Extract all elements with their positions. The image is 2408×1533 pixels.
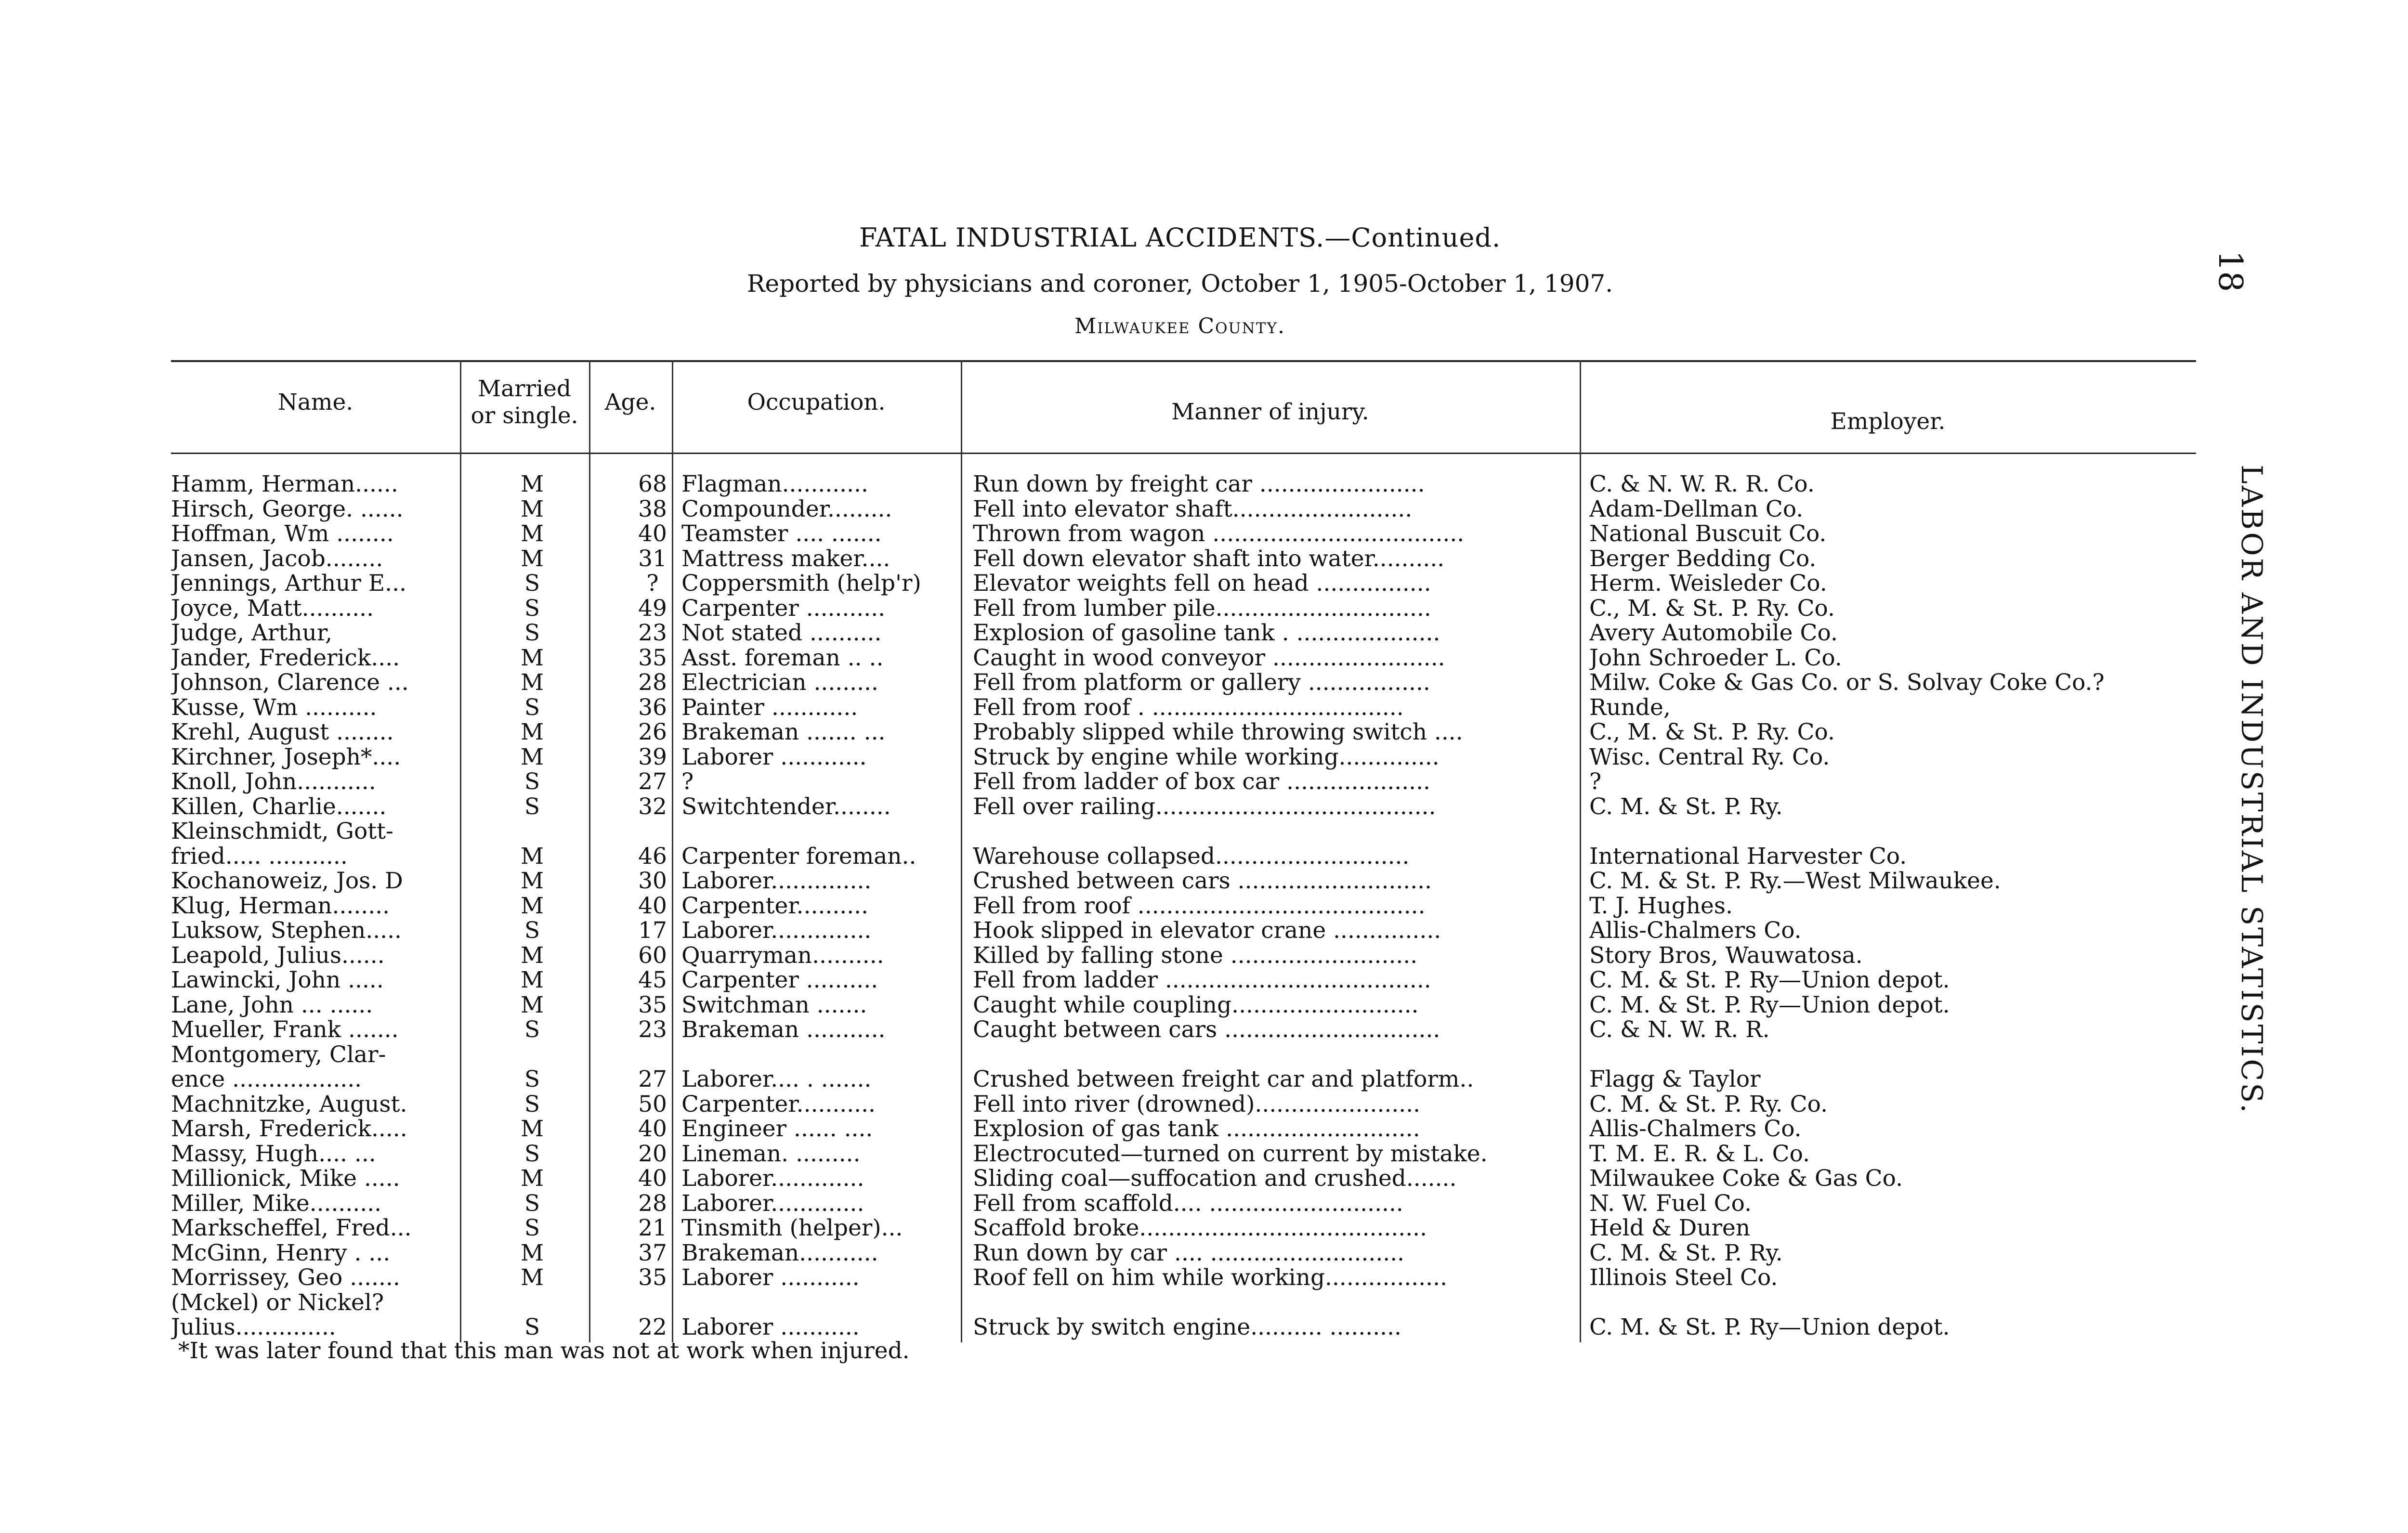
cell-manner-of-injury: Fell down elevator shaft into water.......... bbox=[973, 546, 1445, 572]
cell-manner-of-injury: Sliding coal—suffocation and crushed....... bbox=[973, 1166, 1457, 1191]
cell-employer: Herm. Weisleder Co. bbox=[1589, 571, 1827, 596]
header-married bbox=[460, 376, 589, 429]
cell-married-single: S bbox=[524, 1216, 540, 1241]
cell-occupation: Flagman............ bbox=[681, 472, 868, 497]
cell-occupation: ? bbox=[681, 769, 694, 794]
cell-manner-of-injury: Explosion of gas tank ........................... bbox=[973, 1117, 1420, 1142]
cell-age: 39 bbox=[638, 744, 667, 770]
cell-name: Lane, John ... ...... bbox=[171, 992, 373, 1018]
table-row bbox=[171, 968, 2196, 993]
header-manner: Manner of injury. bbox=[1171, 399, 1369, 425]
cell-name: ence .................. bbox=[171, 1067, 362, 1092]
cell-employer: Berger Bedding Co. bbox=[1589, 546, 1817, 572]
cell-manner-of-injury: Probably slipped while throwing switch .... bbox=[973, 720, 1463, 745]
cell-manner-of-injury: Fell into river (drowned)....................... bbox=[973, 1091, 1421, 1117]
cell-name: Hirsch, George. ...... bbox=[171, 496, 404, 522]
cell-married-single: M bbox=[520, 645, 544, 671]
cell-manner-of-injury: Fell from lumber pile.............................. bbox=[973, 596, 1431, 621]
cell-married-single: M bbox=[520, 869, 544, 894]
cell-married-single: M bbox=[520, 472, 544, 497]
cell-married-single: M bbox=[520, 992, 544, 1018]
cell-age: 21 bbox=[638, 1216, 667, 1241]
cell-employer: Milwaukee Coke & Gas Co. bbox=[1589, 1166, 1903, 1191]
header-married-line1: Married bbox=[477, 376, 571, 402]
cell-employer: John Schroeder L. Co. bbox=[1589, 645, 1842, 671]
cell-married-single: M bbox=[520, 744, 544, 770]
footnote: *It was later found that this man was not at work when injured. bbox=[178, 1338, 910, 1364]
cell-manner-of-injury: Roof fell on him while working................. bbox=[973, 1265, 1448, 1290]
cell-age: 40 bbox=[638, 1117, 667, 1142]
cell-manner-of-injury: Fell from roof . ................................... bbox=[973, 695, 1404, 720]
cell-employer: N. W. Fuel Co. bbox=[1589, 1191, 1752, 1216]
table-row bbox=[171, 1117, 2196, 1142]
cell-employer: C. M. & St. P. Ry.—West Milwaukee. bbox=[1589, 869, 2001, 894]
cell-name: Klug, Herman........ bbox=[171, 893, 390, 919]
header-bottom-rule bbox=[171, 453, 2196, 454]
page-subtitle: Reported by physicians and coroner, October 1, 1905-October 1, 1907. bbox=[746, 270, 1613, 298]
cell-occupation: Laborer ........... bbox=[681, 1315, 860, 1340]
cell-manner-of-injury: Electrocuted—turned on current by mistake. bbox=[973, 1141, 1488, 1167]
cell-manner-of-injury: Fell from platform or gallery ................. bbox=[973, 670, 1430, 695]
cell-manner-of-injury: Warehouse collapsed........................... bbox=[973, 844, 1410, 869]
cell-manner-of-injury: Caught in wood conveyor ........................ bbox=[973, 645, 1445, 671]
cell-married-single: M bbox=[520, 1166, 544, 1191]
table-row bbox=[171, 720, 2196, 745]
table-row bbox=[171, 1142, 2196, 1167]
cell-manner-of-injury: Caught between cars .............................. bbox=[973, 1017, 1440, 1042]
page-number: 18 bbox=[2211, 250, 2249, 292]
cell-name: Jansen, Jacob........ bbox=[171, 546, 383, 572]
cell-occupation: Teamster .... ....... bbox=[681, 521, 882, 546]
cell-married-single: M bbox=[520, 546, 544, 572]
cell-name: Kleinschmidt, Gott- bbox=[171, 819, 393, 844]
cell-occupation: Carpenter foreman.. bbox=[681, 844, 916, 869]
table-row bbox=[171, 1265, 2196, 1290]
cell-married-single: M bbox=[520, 1265, 544, 1290]
cell-occupation: Carpenter ........... bbox=[681, 596, 886, 621]
cell-age: 32 bbox=[638, 794, 667, 819]
cell-manner-of-injury: Fell from ladder ..................................... bbox=[973, 968, 1431, 993]
cell-married-single: M bbox=[520, 943, 544, 968]
cell-manner-of-injury: Thrown from wagon ................................... bbox=[973, 521, 1465, 546]
cell-manner-of-injury: Fell from roof ........................................ bbox=[973, 893, 1426, 919]
cell-manner-of-injury: Fell into elevator shaft......................... bbox=[973, 496, 1413, 522]
cell-occupation: Laborer ............ bbox=[681, 744, 867, 770]
running-side-title: LABOR AND INDUSTRIAL STATISTICS. bbox=[2235, 465, 2268, 1115]
cell-married-single: S bbox=[524, 918, 540, 943]
cell-occupation: Brakeman........... bbox=[681, 1240, 878, 1266]
cell-manner-of-injury: Hook slipped in elevator crane ............... bbox=[973, 918, 1441, 943]
cell-age: 30 bbox=[638, 869, 667, 894]
table-row bbox=[171, 1092, 2196, 1117]
cell-name: Hamm, Herman...... bbox=[171, 472, 398, 497]
cell-occupation: Engineer ...... .... bbox=[681, 1117, 873, 1142]
table-row bbox=[171, 745, 2196, 770]
cell-manner-of-injury: Crushed between freight car and platform.. bbox=[973, 1067, 1474, 1092]
cell-name: Killen, Charlie....... bbox=[171, 794, 387, 819]
cell-employer: C., M. & St. P. Ry. Co. bbox=[1589, 720, 1835, 745]
cell-age: 36 bbox=[638, 695, 667, 720]
cell-name: Luksow, Stephen..... bbox=[171, 918, 402, 943]
county-heading: Milwaukee County. bbox=[1074, 314, 1285, 338]
table-row bbox=[171, 943, 2196, 968]
cell-married-single: M bbox=[520, 720, 544, 745]
table-row bbox=[171, 769, 2196, 794]
cell-name: Markscheffel, Fred... bbox=[171, 1216, 412, 1241]
cell-name: Judge, Arthur, bbox=[171, 621, 333, 646]
cell-age: 28 bbox=[638, 670, 667, 695]
cell-married-single: S bbox=[524, 1141, 540, 1167]
cell-employer: Allis-Chalmers Co. bbox=[1589, 1117, 1802, 1142]
table-row bbox=[171, 695, 2196, 720]
page-title: FATAL INDUSTRIAL ACCIDENTS.—Continued. bbox=[859, 222, 1501, 253]
table-row bbox=[171, 670, 2196, 695]
cell-married-single: S bbox=[524, 695, 540, 720]
cell-name: Knoll, John........... bbox=[171, 769, 376, 794]
table-row bbox=[171, 1166, 2196, 1191]
cell-name: Morrissey, Geo ....... bbox=[171, 1265, 400, 1290]
cell-age: 28 bbox=[638, 1191, 667, 1216]
cell-name: Leapold, Julius...... bbox=[171, 943, 385, 968]
cell-age: 31 bbox=[638, 546, 667, 572]
table-row bbox=[171, 621, 2196, 646]
table-row bbox=[171, 1315, 2196, 1340]
cell-occupation: Mattress maker.... bbox=[681, 546, 890, 572]
cell-occupation: Carpenter........... bbox=[681, 1091, 876, 1117]
table-row bbox=[171, 1191, 2196, 1216]
table-top-rule bbox=[171, 360, 2196, 362]
cell-occupation: Brakeman ....... ... bbox=[681, 720, 886, 745]
header-name: Name. bbox=[277, 389, 353, 416]
cell-name: Jander, Frederick.... bbox=[171, 645, 400, 671]
cell-name: Jennings, Arthur E... bbox=[171, 571, 406, 596]
cell-married-single: S bbox=[524, 1067, 540, 1092]
table-row bbox=[171, 1067, 2196, 1092]
cell-name: Machnitzke, August. bbox=[171, 1091, 407, 1117]
cell-occupation: Electrician ......... bbox=[681, 670, 878, 695]
cell-name: Kochanoweiz, Jos. D bbox=[171, 869, 403, 894]
cell-name: Kusse, Wm .......... bbox=[171, 695, 377, 720]
cell-occupation: Painter ............ bbox=[681, 695, 858, 720]
cell-employer: Avery Automobile Co. bbox=[1589, 621, 1838, 646]
cell-age: 20 bbox=[638, 1141, 667, 1167]
cell-manner-of-injury: Caught while coupling.......................... bbox=[973, 992, 1419, 1018]
cell-married-single: S bbox=[524, 1315, 540, 1340]
cell-employer: C. M. & St. P. Ry—Union depot. bbox=[1589, 992, 1950, 1018]
cell-manner-of-injury: Struck by engine while working.............. bbox=[973, 744, 1440, 770]
cell-name: Krehl, August ........ bbox=[171, 720, 394, 745]
cell-occupation: Carpenter.......... bbox=[681, 893, 869, 919]
cell-employer: Allis-Chalmers Co. bbox=[1589, 918, 1802, 943]
cell-employer: ? bbox=[1589, 769, 1602, 794]
cell-employer: Flagg & Taylor bbox=[1589, 1067, 1761, 1092]
cell-manner-of-injury: Crushed between cars ........................... bbox=[973, 869, 1432, 894]
cell-manner-of-injury: Run down by freight car ....................... bbox=[973, 472, 1425, 497]
cell-age: 27 bbox=[638, 769, 667, 794]
cell-age: 22 bbox=[638, 1315, 667, 1340]
cell-employer: Runde, bbox=[1589, 695, 1671, 720]
cell-married-single: S bbox=[524, 1191, 540, 1216]
cell-married-single: S bbox=[524, 769, 540, 794]
cell-employer: Milw. Coke & Gas Co. or S. Solvay Coke Co.? bbox=[1589, 670, 2105, 695]
cell-employer: T. J. Hughes. bbox=[1589, 893, 1733, 919]
table-row bbox=[171, 918, 2196, 943]
cell-employer: T. M. E. R. & L. Co. bbox=[1589, 1141, 1810, 1167]
accidents-table bbox=[171, 360, 2196, 1347]
cell-age: 68 bbox=[638, 472, 667, 497]
cell-occupation: Carpenter .......... bbox=[681, 968, 878, 993]
table-row bbox=[171, 521, 2196, 546]
table-row bbox=[171, 546, 2196, 572]
table-row bbox=[171, 571, 2196, 596]
cell-age: 40 bbox=[638, 1166, 667, 1191]
table-row bbox=[171, 993, 2196, 1018]
cell-employer: Story Bros, Wauwatosa. bbox=[1589, 943, 1863, 968]
cell-employer: C. M. & St. P. Ry—Union depot. bbox=[1589, 968, 1950, 993]
cell-manner-of-injury: Fell from scaffold.... ........................... bbox=[973, 1191, 1403, 1216]
cell-age: 26 bbox=[638, 720, 667, 745]
cell-age: 49 bbox=[638, 596, 667, 621]
cell-employer: Held & Duren bbox=[1589, 1216, 1751, 1241]
header-age: Age. bbox=[604, 389, 656, 416]
table-row bbox=[171, 472, 2196, 497]
cell-occupation: Laborer ........... bbox=[681, 1265, 860, 1290]
cell-employer: C. & N. W. R. R. Co. bbox=[1589, 472, 1815, 497]
cell-employer: C. M. & St. P. Ry—Union depot. bbox=[1589, 1315, 1950, 1340]
table-row bbox=[171, 819, 2196, 844]
cell-employer: C. M. & St. P. Ry. bbox=[1589, 794, 1783, 819]
cell-manner-of-injury: Fell from ladder of box car .................... bbox=[973, 769, 1430, 794]
cell-married-single: S bbox=[524, 571, 540, 596]
cell-occupation: Lineman. ......... bbox=[681, 1141, 861, 1167]
cell-age: ? bbox=[646, 571, 659, 596]
table-row bbox=[171, 497, 2196, 522]
cell-name: Johnson, Clarence ... bbox=[171, 670, 409, 695]
cell-occupation: Asst. foreman .. .. bbox=[681, 645, 884, 671]
table-row bbox=[171, 894, 2196, 919]
cell-name: Lawincki, John ..... bbox=[171, 968, 384, 993]
cell-occupation: Laborer............. bbox=[681, 1191, 864, 1216]
cell-married-single: M bbox=[520, 670, 544, 695]
cell-name: fried..... ........... bbox=[171, 844, 348, 869]
cell-married-single: S bbox=[524, 1017, 540, 1042]
header-married-line2: or single. bbox=[471, 403, 578, 429]
table-row bbox=[171, 1017, 2196, 1042]
cell-employer: C. & N. W. R. R. bbox=[1589, 1017, 1770, 1042]
cell-manner-of-injury: Fell over railing....................................... bbox=[973, 794, 1436, 819]
cell-employer: Illinois Steel Co. bbox=[1589, 1265, 1778, 1290]
cell-occupation: Switchtender........ bbox=[681, 794, 891, 819]
table-row bbox=[171, 1042, 2196, 1067]
cell-employer: International Harvester Co. bbox=[1589, 844, 1907, 869]
cell-occupation: Laborer.... . ....... bbox=[681, 1067, 872, 1092]
cell-name: Mueller, Frank ....... bbox=[171, 1017, 399, 1042]
cell-age: 50 bbox=[638, 1091, 667, 1117]
cell-employer: C. M. & St. P. Ry. Co. bbox=[1589, 1091, 1828, 1117]
cell-name: Miller, Mike.......... bbox=[171, 1191, 382, 1216]
table-row bbox=[171, 596, 2196, 621]
cell-married-single: M bbox=[520, 893, 544, 919]
cell-age: 35 bbox=[638, 992, 667, 1018]
cell-employer: C., M. & St. P. Ry. Co. bbox=[1589, 596, 1835, 621]
cell-married-single: M bbox=[520, 844, 544, 869]
cell-name: Montgomery, Clar- bbox=[171, 1042, 386, 1067]
cell-married-single: M bbox=[520, 968, 544, 993]
cell-age: 35 bbox=[638, 1265, 667, 1290]
cell-age: 37 bbox=[638, 1240, 667, 1266]
cell-manner-of-injury: Struck by switch engine.......... .......... bbox=[973, 1315, 1401, 1340]
cell-name: Millionick, Mike ..... bbox=[171, 1166, 400, 1191]
table-row bbox=[171, 1216, 2196, 1241]
cell-age: 40 bbox=[638, 893, 667, 919]
cell-manner-of-injury: Explosion of gasoline tank . .................... bbox=[973, 621, 1440, 646]
cell-age: 23 bbox=[638, 621, 667, 646]
cell-name: Hoffman, Wm ........ bbox=[171, 521, 394, 546]
cell-manner-of-injury: Elevator weights fell on head ................ bbox=[973, 571, 1431, 596]
cell-occupation: Tinsmith (helper)... bbox=[681, 1216, 903, 1241]
cell-employer: National Buscuit Co. bbox=[1589, 521, 1827, 546]
cell-occupation: Compounder......... bbox=[681, 496, 892, 522]
header-employer: Employer. bbox=[1830, 408, 1946, 435]
cell-age: 17 bbox=[638, 918, 667, 943]
header-occupation: Occupation. bbox=[747, 389, 886, 416]
table-row bbox=[171, 646, 2196, 671]
cell-age: 60 bbox=[638, 943, 667, 968]
cell-name: Marsh, Frederick..... bbox=[171, 1117, 407, 1142]
cell-manner-of-injury: Run down by car .... ........................... bbox=[973, 1240, 1405, 1266]
cell-name: McGinn, Henry . ... bbox=[171, 1240, 391, 1266]
cell-occupation: Brakeman ........... bbox=[681, 1017, 886, 1042]
cell-name: Joyce, Matt.......... bbox=[171, 596, 374, 621]
cell-age: 23 bbox=[638, 1017, 667, 1042]
cell-occupation: Not stated .......... bbox=[681, 621, 882, 646]
table-row bbox=[171, 844, 2196, 869]
cell-name: Julius.............. bbox=[171, 1315, 336, 1340]
cell-age: 27 bbox=[638, 1067, 667, 1092]
cell-age: 35 bbox=[638, 645, 667, 671]
cell-occupation: Laborer............. bbox=[681, 1166, 864, 1191]
cell-name: Massy, Hugh.... ... bbox=[171, 1141, 376, 1167]
cell-married-single: S bbox=[524, 794, 540, 819]
cell-occupation: Quarryman.......... bbox=[681, 943, 884, 968]
cell-employer: Wisc. Central Ry. Co. bbox=[1589, 744, 1830, 770]
cell-occupation: Coppersmith (help'r) bbox=[681, 571, 921, 596]
table-row bbox=[171, 1290, 2196, 1315]
cell-age: 46 bbox=[638, 844, 667, 869]
cell-occupation: Switchman ....... bbox=[681, 992, 867, 1018]
cell-married-single: M bbox=[520, 496, 544, 522]
cell-married-single: S bbox=[524, 596, 540, 621]
cell-age: 38 bbox=[638, 496, 667, 522]
cell-married-single: M bbox=[520, 1117, 544, 1142]
cell-employer: C. M. & St. P. Ry. bbox=[1589, 1240, 1783, 1266]
cell-occupation: Laborer.............. bbox=[681, 918, 872, 943]
cell-occupation: Laborer.............. bbox=[681, 869, 872, 894]
cell-married-single: M bbox=[520, 1240, 544, 1266]
cell-manner-of-injury: Scaffold broke........................................ bbox=[973, 1216, 1427, 1241]
cell-married-single: S bbox=[524, 621, 540, 646]
table-row bbox=[171, 1241, 2196, 1266]
cell-married-single: M bbox=[520, 521, 544, 546]
cell-married-single: S bbox=[524, 1091, 540, 1117]
table-row bbox=[171, 794, 2196, 819]
cell-name: Kirchner, Joseph*.... bbox=[171, 744, 401, 770]
table-row bbox=[171, 869, 2196, 894]
cell-age: 40 bbox=[638, 521, 667, 546]
cell-employer: Adam-Dellman Co. bbox=[1589, 496, 1804, 522]
cell-age: 45 bbox=[638, 968, 667, 993]
cell-manner-of-injury: Killed by falling stone .......................... bbox=[973, 943, 1418, 968]
cell-name: (Mckel) or Nickel? bbox=[171, 1290, 384, 1315]
